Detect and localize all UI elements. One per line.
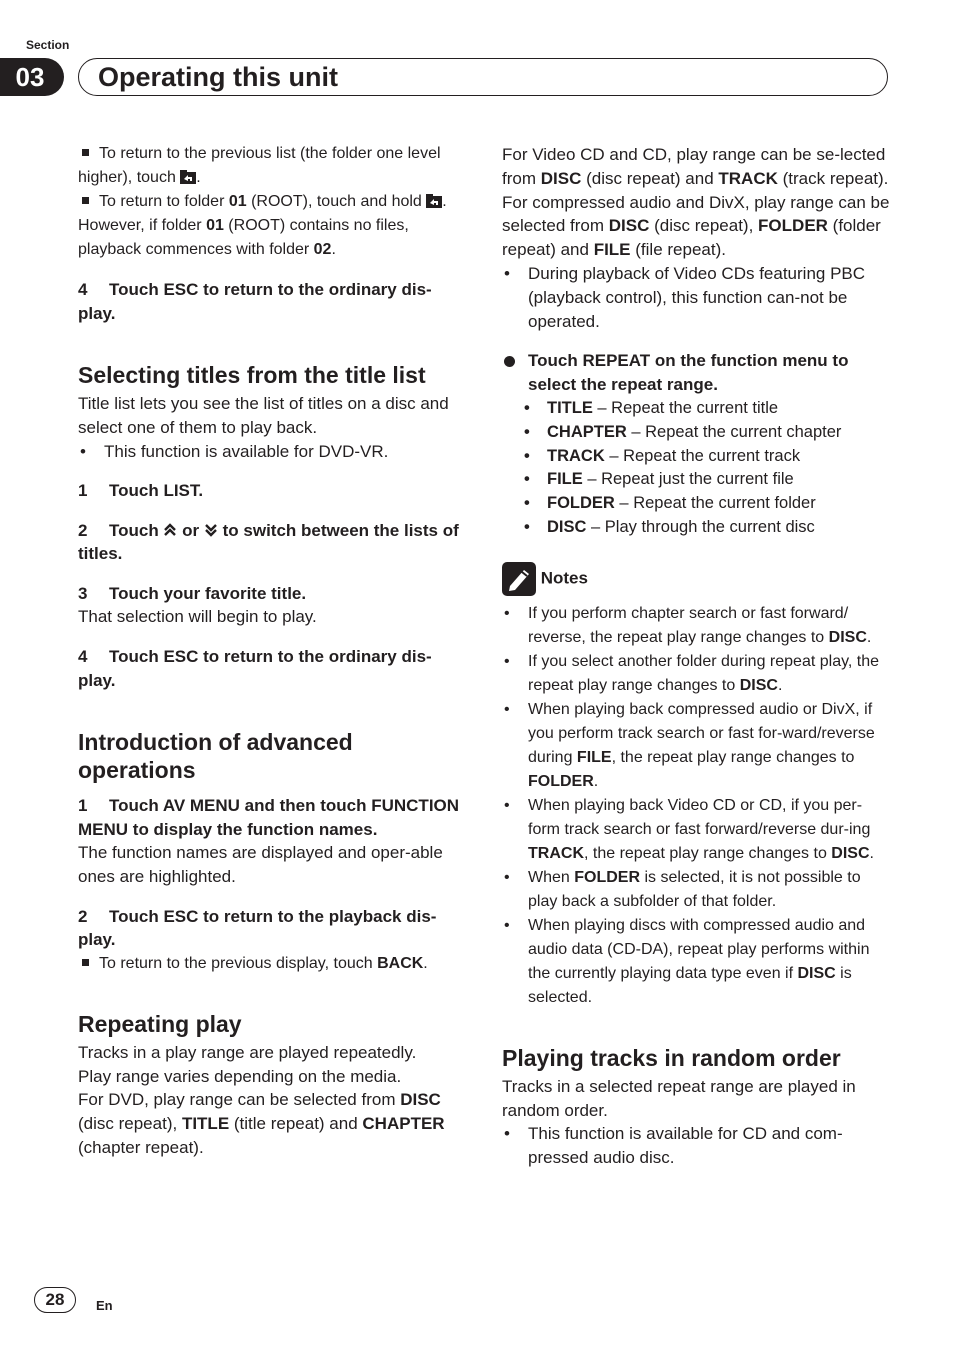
- notes-pen-icon: [502, 562, 536, 596]
- list-item: • TRACK – Repeat the current track: [502, 445, 892, 469]
- root-folder-note: To return to folder 01 (ROOT), touch and hold . However, if folder 01 (ROOT) contains no files, playback commences with folder 02.: [78, 193, 447, 258]
- left-column: [78, 142, 468, 1160]
- note-item: • When FOLDER is selected, it is not possible to play back a subfolder of that folder.: [502, 866, 892, 914]
- heading-repeating-play: Repeating play: [78, 1010, 242, 1037]
- section-number-badge: 03: [0, 58, 64, 96]
- square-bullet-icon: [82, 149, 89, 156]
- page-number: 28: [34, 1287, 76, 1313]
- page-title: Operating this unit: [98, 62, 338, 92]
- list-item: • TITLE – Repeat the current title: [502, 397, 892, 421]
- compressed-range: For compressed audio and DivX, play range can be selected from DISC (disc repeat), FOLDER (folder repeat) and FILE (file repeat).: [502, 192, 890, 260]
- touch-repeat-step: Touch REPEAT on the function menu to select the repeat range.: [502, 349, 892, 397]
- step-4-esc-2: 4 Touch ESC to return to the ordinary dis-play.: [78, 647, 432, 690]
- repeat-p3: For DVD, play range can be selected from DISC (disc repeat), TITLE (title repeat) and CHAPTER (chapter repeat).: [78, 1090, 445, 1157]
- repeat-options-list: [502, 397, 892, 540]
- list-item: • CHAPTER – Repeat the current chapter: [502, 421, 892, 445]
- step-4-esc: 4 Touch ESC to return to the ordinary dis-play.: [78, 280, 432, 323]
- language-label: En: [96, 1298, 113, 1313]
- step-3-desc: That selection will begin to play.: [78, 607, 317, 627]
- double-up-arrow-icon: [163, 523, 177, 537]
- adv-step-1: 1 Touch AV MENU and then touch FUNCTION MENU to display the function names.: [78, 796, 460, 839]
- note-item: • When playing discs with compressed audio and audio data (CD-DA), repeat play performs within the currently playing data type even if DISC is selected.: [502, 914, 892, 1010]
- note-item: • When playing back Video CD or CD, if you per-form track search or fast forward/reverse dur-ing TRACK, the repeat play range changes to DISC.: [502, 794, 892, 866]
- step-2-switch: 2 Touch or to switch between the lists of titles.: [78, 520, 459, 564]
- back-note: To return to the previous display, touch BACK.: [78, 952, 468, 976]
- heading-random-order: Playing tracks in random order: [502, 1044, 841, 1071]
- adv-step-2: 2 Touch ESC to return to the playback dis-play.: [78, 906, 437, 950]
- square-bullet-icon: [82, 959, 89, 966]
- list-item: • FOLDER – Repeat the current folder: [502, 492, 892, 516]
- pbc-bullet: • During playback of Video CDs featuring PBC (playback control), this function can-not be operated.: [502, 262, 892, 333]
- random-bullet: • This function is available for CD and com-pressed audio disc.: [502, 1122, 892, 1170]
- list-item: • FILE – Repeat just the current file: [502, 468, 892, 492]
- prev-list-note: To return to the previous list (the folder one level higher), touch .: [78, 145, 441, 186]
- notes-list: [502, 602, 892, 1010]
- folder-up-icon: [426, 194, 442, 208]
- title-list-desc: Title list lets you see the list of titles on a disc and select one of them to play back.: [78, 394, 449, 437]
- right-column: [502, 143, 892, 1170]
- repeat-p2: Play range varies depending on the media.: [78, 1066, 402, 1086]
- round-bullet-icon: [504, 356, 515, 367]
- square-bullet-icon: [82, 197, 89, 204]
- title-list-bullet: • This function is available for DVD-VR.: [78, 440, 468, 464]
- repeat-p1: Tracks in a play range are played repeatedly.: [78, 1042, 417, 1062]
- list-item: • DISC – Play through the current disc: [502, 516, 892, 540]
- section-label: Section: [26, 38, 70, 52]
- folder-up-icon: [180, 170, 196, 184]
- double-down-arrow-icon: [204, 523, 218, 537]
- vcd-range: For Video CD and CD, play range can be se-lected from DISC (disc repeat) and TRACK (track repeat).: [502, 145, 889, 188]
- heading-advanced: Introduction of advanced operations: [78, 729, 353, 784]
- step-1-list: 1 Touch LIST.: [78, 481, 204, 501]
- random-desc: Tracks in a selected repeat range are played in random order.: [502, 1076, 856, 1120]
- note-item: • If you select another folder during repeat play, the repeat play range changes to DISC.: [502, 650, 892, 698]
- heading-title-list: Selecting titles from the title list: [78, 362, 426, 388]
- note-item: • If you perform chapter search or fast forward/ reverse, the repeat play range changes to DISC.: [502, 602, 892, 650]
- step-3-favorite: 3 Touch your favorite title.: [78, 583, 307, 603]
- notes-heading: Notes: [502, 562, 892, 596]
- note-item: • When playing back compressed audio or DivX, if you perform track search or fast for-ward/reverse during FILE, the repeat play range changes to FOLDER.: [502, 698, 892, 794]
- adv-step-1-desc: The function names are displayed and oper-able ones are highlighted.: [78, 843, 443, 886]
